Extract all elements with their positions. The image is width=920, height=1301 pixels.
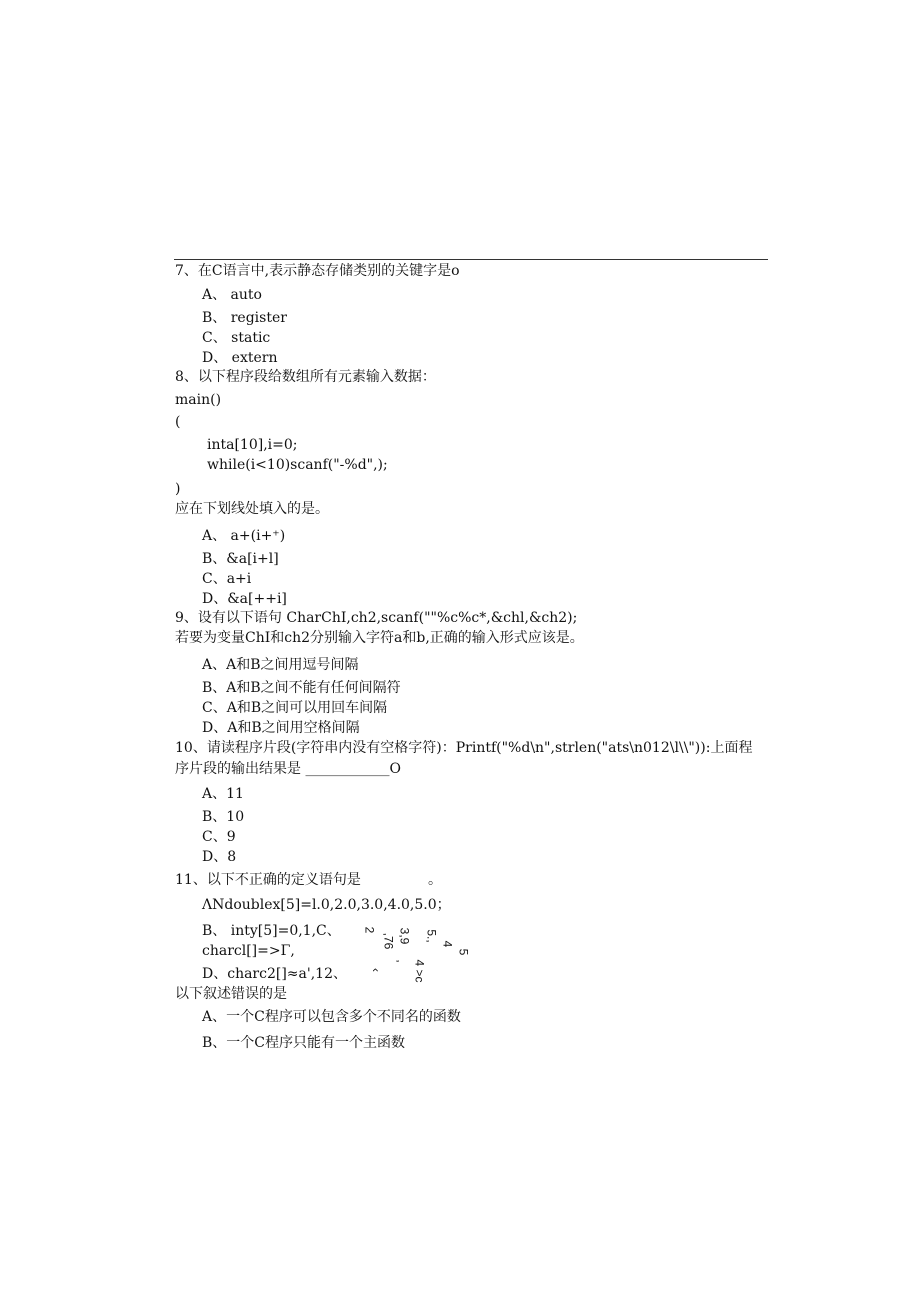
scattered-fragment: 5., (424, 929, 439, 943)
q7-option-c: C、 static (202, 330, 271, 346)
q8-code-line: inta[10],i=0; (207, 437, 298, 453)
q9-option-a: A、A和B之间用逗号间隔 (202, 657, 359, 673)
q8-code-line: while(i<10)scanf("-%d",); (207, 457, 388, 473)
scattered-fragment: 4 (440, 940, 455, 948)
q7-stem: 7、在C语言中,表示静态存储类别的关键字是o (175, 263, 460, 279)
q9-option-b: B、A和B之间不能有任何间隔符 (202, 680, 401, 696)
q8-option-b: B、&a[i+l] (202, 551, 279, 567)
q9-option-d: D、A和B之间用空格间隔 (202, 720, 360, 736)
q8-code-line: ( (175, 414, 181, 430)
scattered-fragment: ,76 (381, 932, 396, 950)
q10-stem: 10、请读程序片段(字符串内没有空格字符)：Printf("%d\n",strlen("ats\n012\l\\")):上面程 (175, 740, 753, 756)
q11-option-b: B、 inty[5]=0,1,C、 (202, 923, 341, 939)
q8-code-line: main() (175, 392, 222, 408)
q8-option-a: A、 a+(i+⁺) (202, 528, 286, 544)
q8-stem: 8、以下程序段给数组所有元素输入数据： (175, 369, 436, 385)
q7-option-d: D、 extern (202, 350, 278, 366)
q11-stem-end: 。 (428, 872, 442, 888)
q10-stem-continued: 序片段的输出结果是 ____________O (175, 761, 401, 777)
q8-option-d: D、&a[++i] (202, 591, 287, 607)
scattered-fragment: 4 >c (412, 959, 427, 983)
q8-prompt: 应在下划线处填入的是。 (175, 501, 329, 517)
header-rule (174, 259, 768, 260)
q11-stem: 11、以下不正确的定义语句是 (175, 872, 361, 888)
q7-option-a: A、 auto (202, 287, 262, 303)
q9-stem: 9、设有以下语句 CharChI,ch2,scanf(""%c%c*,&chl,&ch2); (175, 610, 578, 626)
scattered-fragment: 3,9 (397, 927, 412, 945)
q11-option-a: ΛNdoublex[5]=l.0,2.0,3.0,4.0,5.0； (202, 897, 451, 913)
q8-option-c: C、a+i (202, 571, 252, 587)
q10-option-a: A、11 (202, 786, 244, 802)
q7-option-b: B、 register (202, 310, 287, 326)
q11-option-d: D、charc2[]≈a',12、 (202, 966, 347, 982)
q12-option-b: B、一个C程序只能有一个主函数 (202, 1035, 405, 1051)
q10-option-b: B、10 (202, 809, 245, 825)
q10-option-c: C、9 (202, 829, 236, 845)
scattered-fragment: 2 (362, 926, 377, 934)
q10-option-d: D、8 (202, 849, 237, 865)
q11-option-c: charcl[]=>Γ, (202, 943, 295, 959)
q9-stem-continued: 若要为变量ChI和ch2分别输入字符a和b,正确的输入形式应该是。 (175, 630, 584, 646)
scattered-fragment: , (394, 959, 409, 963)
q12-stem: 以下叙述错误的是 (175, 986, 287, 1002)
q8-code-line: ) (175, 481, 181, 497)
scattered-fragment: ‹ (369, 968, 383, 972)
scattered-fragment: 5 (456, 948, 471, 956)
q12-option-a: A、一个C程序可以包含多个不同名的函数 (202, 1009, 461, 1025)
q9-option-c: C、A和B之间可以用回车间隔 (202, 700, 388, 716)
